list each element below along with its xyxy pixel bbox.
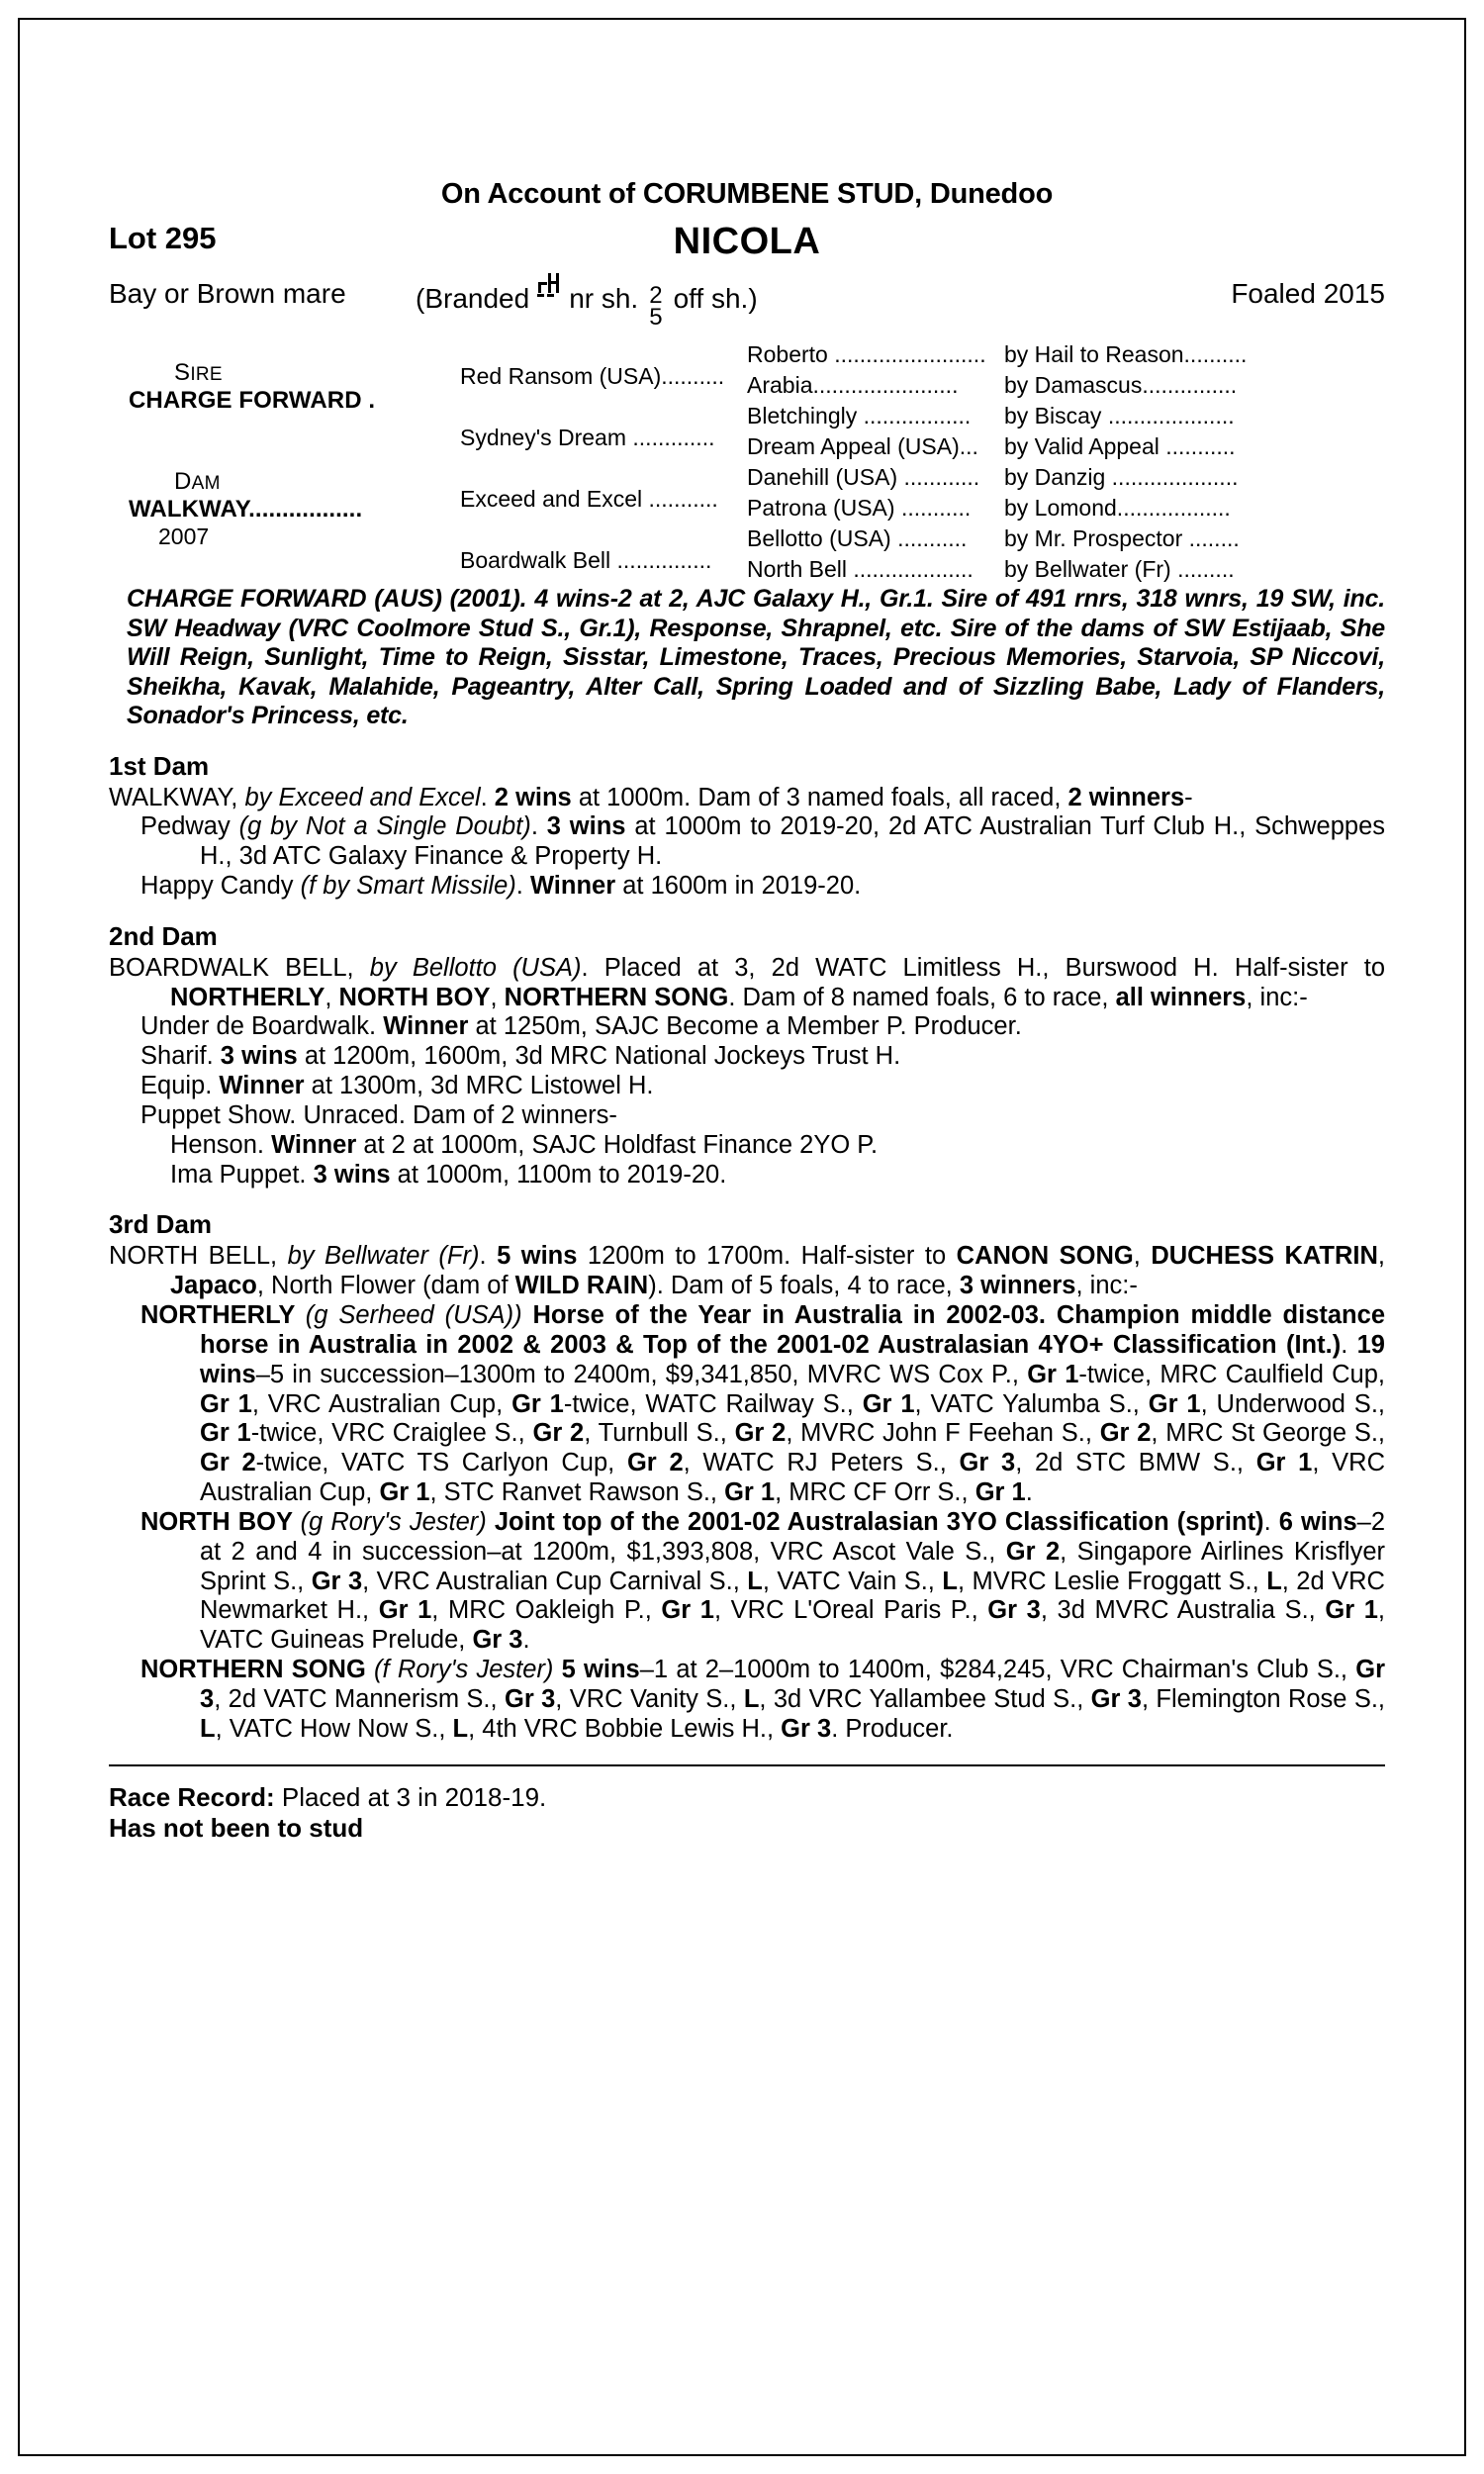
progeny-wins: Winner — [529, 871, 616, 900]
grade-badge: Gr 3 — [781, 1714, 832, 1743]
dam3-northboy — [109, 1508, 1385, 1656]
brand-fraction — [645, 282, 666, 332]
sep: , — [325, 983, 339, 1011]
entry-bold: 3 wins — [220, 1042, 298, 1071]
dam1-sire: by Exceed and Excel — [244, 783, 481, 811]
dam1-wins: 2 wins — [494, 783, 572, 811]
lot-number: Lot 295 — [109, 221, 217, 255]
pedigree-gen3-item: Patrona (USA) ........... — [747, 495, 972, 521]
pedigree-gen3-item: Dream Appeal (USA)... — [747, 433, 978, 459]
dam1-main — [109, 784, 1385, 813]
northernsong-paren: (f Rory's Jester) — [374, 1656, 554, 1684]
pedigree-gen4-item: by Bellwater (Fr) ......... — [1004, 556, 1235, 582]
dam2-relative: NORTHERN SONG — [504, 983, 729, 1011]
dam3-relative: CANON SONG — [956, 1242, 1134, 1271]
grade-badge: Gr 1 — [200, 1419, 251, 1448]
progeny-wins: 3 wins — [546, 812, 626, 841]
pedigree-gen4-item: by Lomond.................. — [1004, 495, 1231, 521]
pedigree-gen3-item: Bletchingly ................. — [747, 403, 972, 428]
dam3-northernsong — [109, 1656, 1385, 1744]
race-text: -twice, MRC Caulfield Cup, — [1078, 1360, 1385, 1388]
sep: , North Flower (dam of — [256, 1272, 515, 1300]
dam2-relative: NORTH BOY — [338, 983, 491, 1011]
grade-badge: L — [200, 1714, 216, 1743]
northernsong-wins: 5 wins — [561, 1656, 640, 1684]
race-text: . — [1025, 1478, 1033, 1507]
grade-badge: Gr 1 — [1325, 1596, 1378, 1625]
northernsong-name: NORTHERN SONG — [140, 1656, 375, 1684]
race-text: , VATC Vain S., — [762, 1567, 943, 1595]
race-text: , MVRC John F Feehan S., — [786, 1419, 1100, 1448]
foaled-year: Foaled 2015 — [1231, 278, 1385, 309]
race-text: , VRC Australian Cup Carnival S., — [362, 1567, 748, 1595]
sep: , — [1377, 1242, 1386, 1271]
race-text: , 3d VRC Yallambee Stud S., — [759, 1684, 1091, 1713]
entry-name: Equip. — [140, 1072, 220, 1100]
dam3-text2: 1200m to 1700m. Half-sister to — [577, 1242, 957, 1271]
dam-label — [129, 468, 455, 496]
race-record-value: Placed at 3 in 2018-19. — [274, 1781, 547, 1812]
race-text: , VATC How Now S., — [215, 1714, 453, 1743]
race-text: , WATC RJ Peters S., — [683, 1449, 960, 1477]
dam3-main — [109, 1242, 1385, 1301]
grade-badge: Gr 3 — [472, 1626, 523, 1655]
race-text: , 2d STC BMW S., — [1015, 1449, 1256, 1477]
dam1-progeny-item — [109, 872, 1385, 902]
dam2-text3: , inc:- — [1246, 983, 1308, 1011]
grade-badge: Gr 3 — [504, 1684, 556, 1713]
dam2-entry — [109, 1131, 1385, 1161]
grade-badge: L — [747, 1567, 763, 1595]
branded-suffix: off sh.) — [673, 283, 758, 314]
description-row — [109, 274, 1385, 332]
dam-block — [129, 468, 455, 550]
grade-badge: Gr 2 — [626, 1449, 684, 1477]
race-text: , Turnbull S., — [584, 1419, 735, 1448]
pedigree-gen3-item: Bellotto (USA) ........... — [747, 525, 968, 551]
sire-label-rest: IRE — [190, 364, 223, 385]
account-line: On Account of CORUMBENE STUD, Dunedoo — [440, 178, 1054, 210]
race-text: -twice, VRC Craiglee S., — [250, 1419, 533, 1448]
sire-name: CHARGE FORWARD . — [129, 387, 376, 414]
race-text: , VRC Australian Cup, — [200, 1449, 1385, 1507]
grade-badge: L — [743, 1684, 760, 1713]
dam2-name: BOARDWALK BELL, — [109, 953, 370, 982]
race-text: , VRC Vanity S., — [555, 1684, 744, 1713]
northerly-title: Horse of the Year in Australia in 2002-03. Champion middle distance horse in Australia in 2002 & 2003 & Top of the 2001-02 Australasian 4YO+ Classification (Int.) — [200, 1301, 1385, 1359]
entry-name: Sharif. — [140, 1042, 221, 1071]
dam2-allwinners: all winners — [1115, 983, 1247, 1011]
progeny-name: Pedway — [140, 812, 239, 841]
dam3-name: NORTH BELL, — [109, 1242, 288, 1271]
race-text: , VRC L'Oreal Paris P., — [713, 1596, 988, 1625]
grade-badge: L — [1266, 1567, 1282, 1595]
grade-badge: Gr 1 — [1148, 1389, 1201, 1418]
race-record-label: Race Record: — [109, 1781, 275, 1812]
northboy-title: Joint top of the 2001-02 Australasian 3YO Classification (sprint) — [486, 1507, 1264, 1536]
dam3-text3: ). Dam of 5 foals, 4 to race, — [648, 1272, 960, 1300]
northerly-wins: 19 wins — [200, 1330, 1385, 1388]
race-text: . Producer. — [831, 1714, 954, 1743]
sire-notes: CHARGE FORWARD (AUS) (2001). 4 wins-2 at 2, AJC Galaxy H., Gr.1. Sire of 491 rnrs, 318 wnrs, 19 SW, inc. SW Headway (VRC Coolmore Stud S., Gr.1), Response, Shrapnel, etc. Sire of the dams of SW Estijaab, She Will Reign, Sunlight, Time to Reign, Sisstar, Limestone, Traces, Precious Memories, Starvoia, SP Niccovi, Sheikha, Kavak, Malahide, Pageantry, Alter Call, Spring Loaded and of Sizzling Babe, Lady of Flanders, Sonador's Princess, etc. — [127, 585, 1385, 729]
grade-badge: Gr 2 — [734, 1419, 787, 1448]
grade-badge: Gr 1 — [862, 1389, 915, 1418]
grade-badge: Gr 1 — [974, 1478, 1026, 1507]
race-text: -twice, WATC Railway S., — [563, 1389, 863, 1418]
pedigree-gen3-item: North Bell ................... — [747, 556, 974, 582]
race-text: , MRC St George S., — [1151, 1419, 1386, 1448]
sep: . — [1341, 1330, 1357, 1359]
entry-name: Ima Puppet. — [170, 1160, 314, 1189]
entry-name: Puppet Show. Unraced. Dam of 2 winners- — [140, 1100, 617, 1129]
sep: , — [490, 983, 505, 1011]
dam1-dash: - — [1184, 783, 1193, 811]
northernsong-rest: –1 at 2–1000m to 1400m, $284,245, VRC Chairman's Club S., — [639, 1656, 1356, 1684]
entry-rest: at 1200m, 1600m, 3d MRC National Jockeys Trust H. — [297, 1042, 901, 1071]
race-text: , STC Ranvet Rawson S., — [429, 1478, 725, 1507]
dam1-text: at 1000m. Dam of 3 named foals, all raced, — [571, 783, 1068, 811]
progeny-sep: . — [515, 871, 530, 900]
dam2-sire: by Bellotto (USA) — [369, 953, 582, 982]
entry-bold: 3 wins — [313, 1160, 391, 1189]
dam1-progeny-item — [109, 812, 1385, 872]
race-text: , Flemington Rose S., — [1141, 1684, 1386, 1713]
dam-name: WALKWAY................. — [129, 496, 363, 523]
pedigree-gen4-item: by Damascus............... — [1004, 372, 1238, 398]
progeny-rest: at 1600m in 2019-20. — [615, 871, 862, 900]
dam2-main — [109, 954, 1385, 1013]
entry-name: Henson. — [170, 1130, 272, 1159]
dam2-entry — [109, 1042, 1385, 1072]
grade-badge: Gr 3 — [959, 1449, 1016, 1477]
dam2-relative: NORTHERLY — [170, 983, 325, 1011]
grade-badge: Gr 1 — [511, 1389, 564, 1418]
dam3-text4: , inc:- — [1075, 1272, 1138, 1300]
footer-divider — [109, 1764, 1385, 1766]
grade-badge: Gr 1 — [661, 1596, 714, 1625]
grade-badge: Gr 3 — [987, 1596, 1041, 1625]
grade-badge: Gr 1 — [1255, 1449, 1313, 1477]
progeny-name: Happy Candy — [140, 871, 301, 900]
entry-rest: at 1300m, 3d MRC Listowel H. — [304, 1072, 654, 1100]
grade-badge: Gr 1 — [724, 1478, 776, 1507]
northerly-name: NORTHERLY — [140, 1301, 306, 1330]
northboy-name: NORTH BOY — [140, 1507, 301, 1536]
branding-info — [416, 278, 758, 333]
entry-rest: at 2 at 1000m, SAJC Holdfast Finance 2YO P. — [356, 1130, 879, 1159]
dam-label-cap: D — [174, 468, 192, 495]
grade-badge: Gr 2 — [532, 1419, 585, 1448]
pedigree-table — [109, 341, 1385, 582]
race-text: -twice, VATC TS Carlyon Cup, — [255, 1449, 627, 1477]
grade-badge: Gr 1 — [379, 1478, 430, 1507]
dam3-winners: 3 winners — [959, 1272, 1076, 1300]
grade-badge: Gr 3 — [1090, 1684, 1142, 1713]
dam2-entry — [109, 1012, 1385, 1042]
sire-label-cap: S — [174, 359, 191, 386]
pedigree-gen4-item: by Valid Appeal ........... — [1004, 433, 1236, 459]
grade-badge: Gr 2 — [1005, 1537, 1061, 1566]
dam1-sep: . — [480, 783, 495, 811]
dam3-wins: 5 wins — [497, 1242, 578, 1271]
dam3-relative: WILD RAIN — [514, 1272, 649, 1300]
pedigree-gen3-item: Danehill (USA) ............ — [747, 464, 980, 490]
northerly-paren: (g Serheed (USA)) — [305, 1301, 522, 1330]
pedigree-gen2-item: Boardwalk Bell ............... — [460, 547, 712, 573]
dam-label-rest: AM — [191, 473, 221, 494]
race-text: , MRC CF Orr S., — [775, 1478, 975, 1507]
progeny-paren: (g by Not a Single Doubt) — [238, 812, 531, 841]
pedigree-gen3-item: Roberto ........................ — [747, 341, 986, 367]
pedigree-gen2-item: Exceed and Excel ........... — [460, 486, 718, 512]
pedigree-gen3-item: Arabia....................... — [747, 372, 959, 398]
northboy-wins: 6 wins — [1278, 1507, 1357, 1536]
grade-badge: Gr 3 — [200, 1656, 1385, 1713]
dam3-sire: by Bellwater (Fr) — [287, 1242, 480, 1271]
dam2-entry — [109, 1072, 1385, 1101]
dam2-text2: . Dam of 8 named foals, 6 to race, — [728, 983, 1116, 1011]
sep: , — [1133, 1242, 1152, 1271]
race-text: , VRC Australian Cup, — [251, 1389, 512, 1418]
grade-badge: Gr 1 — [1027, 1360, 1079, 1388]
pedigree-gen4-item: by Biscay .................... — [1004, 403, 1235, 428]
colour-sex: Bay or Brown mare — [109, 278, 346, 309]
stud-status-text: Has not been to stud — [109, 1812, 364, 1843]
race-text: , 3d MVRC Australia S., — [1040, 1596, 1326, 1625]
brand-denominator: 5 — [649, 304, 663, 332]
dam2-entry — [109, 1101, 1385, 1131]
grade-badge: Gr 2 — [200, 1449, 256, 1477]
branded-prefix: (Branded — [416, 283, 530, 314]
pedigree-gen4-item: by Mr. Prospector ........ — [1004, 525, 1240, 551]
page-title: NICOLA — [673, 221, 821, 262]
entry-bold: Winner — [271, 1130, 357, 1159]
sep: . — [479, 1242, 498, 1271]
race-text: , MVRC Leslie Froggatt S., — [957, 1567, 1267, 1595]
dam2-entry — [109, 1161, 1385, 1190]
race-text: , MRC Oakleigh P., — [431, 1596, 662, 1625]
sire-block — [129, 359, 455, 415]
section-heading-2nd-dam: 2nd Dam — [109, 920, 218, 951]
entry-name: Under de Boardwalk. — [140, 1012, 384, 1041]
northboy-paren: (g Rory's Jester) — [300, 1507, 487, 1536]
pedigree-gen2-item: Red Ransom (USA).......... — [460, 363, 725, 389]
race-text: , Singapore Airlines Krisflyer Sprint S., — [200, 1537, 1385, 1595]
race-record — [109, 1782, 1385, 1813]
race-text: , 2d VRC Newmarket H., — [200, 1567, 1385, 1625]
entry-bold: Winner — [383, 1012, 469, 1041]
branded-mid: nr sh. — [569, 283, 639, 314]
northerly-rest: –5 in succession–1300m to 2400m, $9,341,850, MVRC WS Cox P., — [255, 1360, 1028, 1388]
dam1-name: WALKWAY, — [109, 783, 238, 811]
progeny-sep: . — [530, 812, 547, 841]
grade-badge: Gr 2 — [1099, 1419, 1152, 1448]
race-text: . — [522, 1626, 530, 1655]
grade-badge: L — [452, 1714, 469, 1743]
race-text: , 2d VATC Mannerism S., — [214, 1684, 505, 1713]
pedigree-gen2-item: Sydney's Dream ............. — [460, 425, 715, 450]
stud-status — [109, 1813, 1385, 1844]
grade-badge: Gr 1 — [378, 1596, 432, 1625]
catalogue-page — [109, 178, 1385, 1844]
race-text: , Underwood S., — [1200, 1389, 1385, 1418]
dam2-text1: . Placed at 3, 2d WATC Limitless H., Burswood H. Half-sister to — [581, 953, 1385, 982]
race-text: , 4th VRC Bobbie Lewis H., — [468, 1714, 782, 1743]
progeny-rest: at 1000m to 2019-20, 2d ATC Australian Turf Club H., Schweppes H., 3d ATC Galaxy Finance & Property H. — [200, 812, 1385, 871]
entry-rest: at 1000m, 1100m to 2019-20. — [390, 1160, 727, 1189]
grade-badge: Gr 1 — [200, 1389, 252, 1418]
entry-bold: Winner — [219, 1072, 305, 1100]
pedigree-gen4-item: by Hail to Reason.......... — [1004, 341, 1248, 367]
sep: . — [1263, 1507, 1279, 1536]
grade-badge: L — [942, 1567, 958, 1595]
race-text: , VATC Guineas Prelude, — [200, 1596, 1386, 1655]
northboy-rest: –2 at 2 and 4 in succession–at 1200m, $1,393,808, VRC Ascot Vale S., — [200, 1507, 1386, 1566]
dam3-relative: Japaco — [170, 1272, 257, 1300]
section-heading-1st-dam: 1st Dam — [109, 750, 210, 781]
dam1-winners: 2 winners — [1067, 783, 1185, 811]
grade-badge: Gr 3 — [311, 1567, 363, 1595]
dam-year: 2007 — [158, 523, 210, 549]
section-heading-3rd-dam: 3rd Dam — [109, 1209, 213, 1240]
dam3-relative: DUCHESS KATRIN — [1151, 1242, 1378, 1271]
dam3-northerly — [109, 1301, 1385, 1508]
lot-row — [109, 221, 1385, 266]
progeny-paren: (f by Smart Missile) — [300, 871, 516, 900]
brand-numerator: 2 — [649, 282, 663, 309]
race-text: , VATC Yalumba S., — [914, 1389, 1149, 1418]
pedigree-gen4-item: by Danzig .................... — [1004, 464, 1239, 490]
brand-symbol-icon — [536, 272, 562, 306]
entry-rest: at 1250m, SAJC Become a Member P. Producer. — [468, 1012, 1022, 1041]
sire-label — [129, 359, 455, 387]
